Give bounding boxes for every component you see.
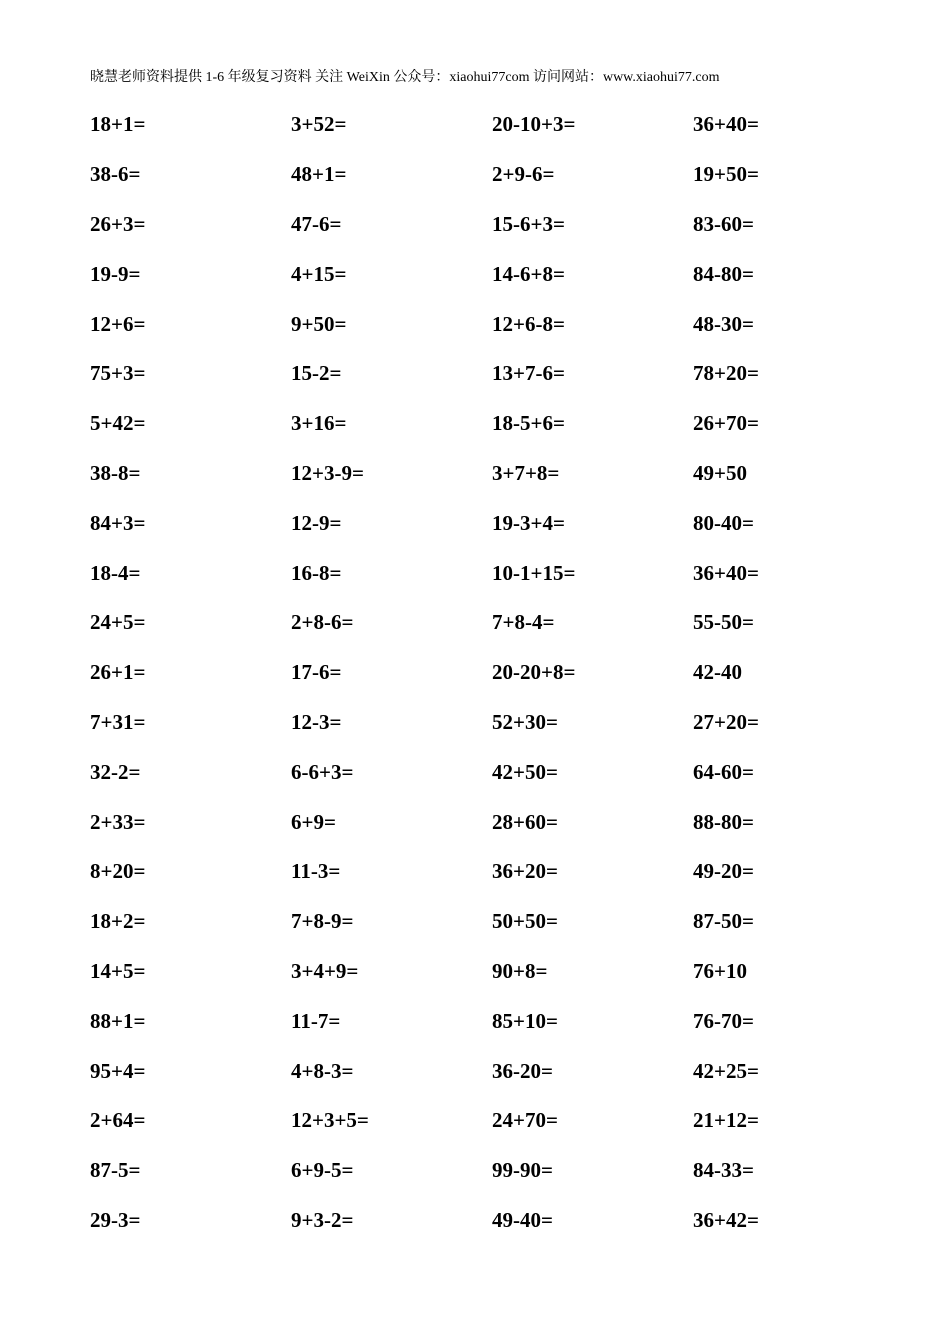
problem-row xyxy=(90,648,910,698)
math-problem: 26+3= xyxy=(90,211,146,236)
math-problem: 15-6+3= xyxy=(492,211,565,236)
math-problem: 14+5= xyxy=(90,958,146,983)
problem-row xyxy=(90,100,910,150)
math-problem: 76+10 xyxy=(693,958,747,983)
problem-row xyxy=(90,498,910,548)
math-problem: 8+20= xyxy=(90,859,146,884)
math-problem: 5+42= xyxy=(90,411,146,436)
math-problem: 38-6= xyxy=(90,162,141,187)
math-problem: 84-80= xyxy=(693,261,754,286)
math-problem: 76-70= xyxy=(693,1008,754,1033)
math-problem: 3+4+9= xyxy=(291,958,359,983)
math-problem: 17-6= xyxy=(291,660,342,685)
math-problem: 64-60= xyxy=(693,759,754,784)
math-problem: 87-50= xyxy=(693,909,754,934)
problem-row xyxy=(90,996,910,1046)
problem-row xyxy=(90,1146,910,1196)
problem-row xyxy=(90,449,910,499)
math-problem: 16-8= xyxy=(291,560,342,585)
math-problem: 14-6+8= xyxy=(492,261,565,286)
math-problem: 26+70= xyxy=(693,411,759,436)
math-problem: 48-30= xyxy=(693,311,754,336)
math-problem: 84+3= xyxy=(90,510,146,535)
math-problem: 11-3= xyxy=(291,859,341,884)
math-problem: 9+3-2= xyxy=(291,1207,354,1232)
math-problem: 2+33= xyxy=(90,809,146,834)
math-problem: 48+1= xyxy=(291,162,347,187)
math-problem: 19+50= xyxy=(693,162,759,187)
math-problem: 80-40= xyxy=(693,510,754,535)
problem-row xyxy=(90,797,910,847)
math-problem: 10-1+15= xyxy=(492,560,576,585)
math-problem: 88-80= xyxy=(693,809,754,834)
math-problem: 2+8-6= xyxy=(291,610,354,635)
math-problem: 12+6-8= xyxy=(492,311,565,336)
math-problem: 19-9= xyxy=(90,261,141,286)
math-problem: 84-33= xyxy=(693,1158,754,1183)
math-problem: 6-6+3= xyxy=(291,759,354,784)
problem-row xyxy=(90,747,910,797)
math-problem: 29-3= xyxy=(90,1207,141,1232)
math-problem: 99-90= xyxy=(492,1158,553,1183)
problem-row xyxy=(90,299,910,349)
math-problem: 75+3= xyxy=(90,361,146,386)
math-problem: 49-20= xyxy=(693,859,754,884)
math-problem: 4+15= xyxy=(291,261,347,286)
math-problem: 7+8-9= xyxy=(291,909,354,934)
math-problem: 12-9= xyxy=(291,510,342,535)
math-problem: 24+70= xyxy=(492,1108,558,1133)
math-problem: 6+9= xyxy=(291,809,336,834)
math-problem: 13+7-6= xyxy=(492,361,565,386)
problem-row xyxy=(90,548,910,598)
math-problem: 83-60= xyxy=(693,211,754,236)
math-problem: 36+20= xyxy=(492,859,558,884)
math-problem: 90+8= xyxy=(492,958,548,983)
math-problem: 9+50= xyxy=(291,311,347,336)
problem-row xyxy=(90,1196,910,1246)
math-problem: 11-7= xyxy=(291,1008,341,1033)
math-problem: 18+2= xyxy=(90,909,146,934)
math-problem: 2+9-6= xyxy=(492,162,555,187)
math-problem: 7+31= xyxy=(90,709,146,734)
math-problem: 2+64= xyxy=(90,1108,146,1133)
math-problem: 18+1= xyxy=(90,112,146,137)
math-problem: 55-50= xyxy=(693,610,754,635)
problem-row xyxy=(90,947,910,997)
math-problem: 36+40= xyxy=(693,560,759,585)
problem-row xyxy=(90,1096,910,1146)
math-problem: 12-3= xyxy=(291,709,342,734)
math-problem: 4+8-3= xyxy=(291,1058,354,1083)
math-problem: 15-2= xyxy=(291,361,342,386)
math-problem: 20-10+3= xyxy=(492,112,576,137)
math-problem: 36+40= xyxy=(693,112,759,137)
math-problem: 78+20= xyxy=(693,361,759,386)
problem-row xyxy=(90,249,910,299)
math-problem: 3+7+8= xyxy=(492,460,560,485)
problem-row xyxy=(90,598,910,648)
math-problem: 49+50 xyxy=(693,460,747,485)
math-problem: 18-4= xyxy=(90,560,141,585)
math-problem: 36+42= xyxy=(693,1207,759,1232)
math-problem: 28+60= xyxy=(492,809,558,834)
math-problem: 50+50= xyxy=(492,909,558,934)
problem-row xyxy=(90,698,910,748)
problem-row xyxy=(90,200,910,250)
problem-row xyxy=(90,1046,910,1096)
math-problem: 32-2= xyxy=(90,759,141,784)
math-problem: 38-8= xyxy=(90,460,141,485)
math-problem: 3+52= xyxy=(291,112,347,137)
math-problem: 42-40 xyxy=(693,660,742,685)
math-problem: 27+20= xyxy=(693,709,759,734)
math-problem: 12+6= xyxy=(90,311,146,336)
math-problem: 24+5= xyxy=(90,610,146,635)
problem-row xyxy=(90,847,910,897)
math-problem: 12+3-9= xyxy=(291,460,364,485)
math-problem: 42+25= xyxy=(693,1058,759,1083)
math-problem: 21+12= xyxy=(693,1108,759,1133)
math-problem: 18-5+6= xyxy=(492,411,565,436)
math-problem: 95+4= xyxy=(90,1058,146,1083)
math-problem: 52+30= xyxy=(492,709,558,734)
math-problem: 49-40= xyxy=(492,1207,553,1232)
math-problem: 36-20= xyxy=(492,1058,553,1083)
problem-grid xyxy=(90,100,910,1245)
math-problem: 26+1= xyxy=(90,660,146,685)
math-problem: 6+9-5= xyxy=(291,1158,354,1183)
math-problem: 88+1= xyxy=(90,1008,146,1033)
math-problem: 42+50= xyxy=(492,759,558,784)
page-header: 晓慧老师资料提供 1-6 年级复习资料 关注 WeiXin 公众号：xiaohui77com 访问网站：www.xiaohui77.com xyxy=(90,70,720,85)
math-problem: 19-3+4= xyxy=(492,510,565,535)
problem-row xyxy=(90,349,910,399)
math-problem: 12+3+5= xyxy=(291,1108,369,1133)
problem-row xyxy=(90,399,910,449)
math-problem: 20-20+8= xyxy=(492,660,576,685)
math-problem: 47-6= xyxy=(291,211,342,236)
math-problem: 3+16= xyxy=(291,411,347,436)
math-problem: 87-5= xyxy=(90,1158,141,1183)
math-problem: 85+10= xyxy=(492,1008,558,1033)
math-problem: 7+8-4= xyxy=(492,610,555,635)
problem-row xyxy=(90,150,910,200)
problem-row xyxy=(90,897,910,947)
